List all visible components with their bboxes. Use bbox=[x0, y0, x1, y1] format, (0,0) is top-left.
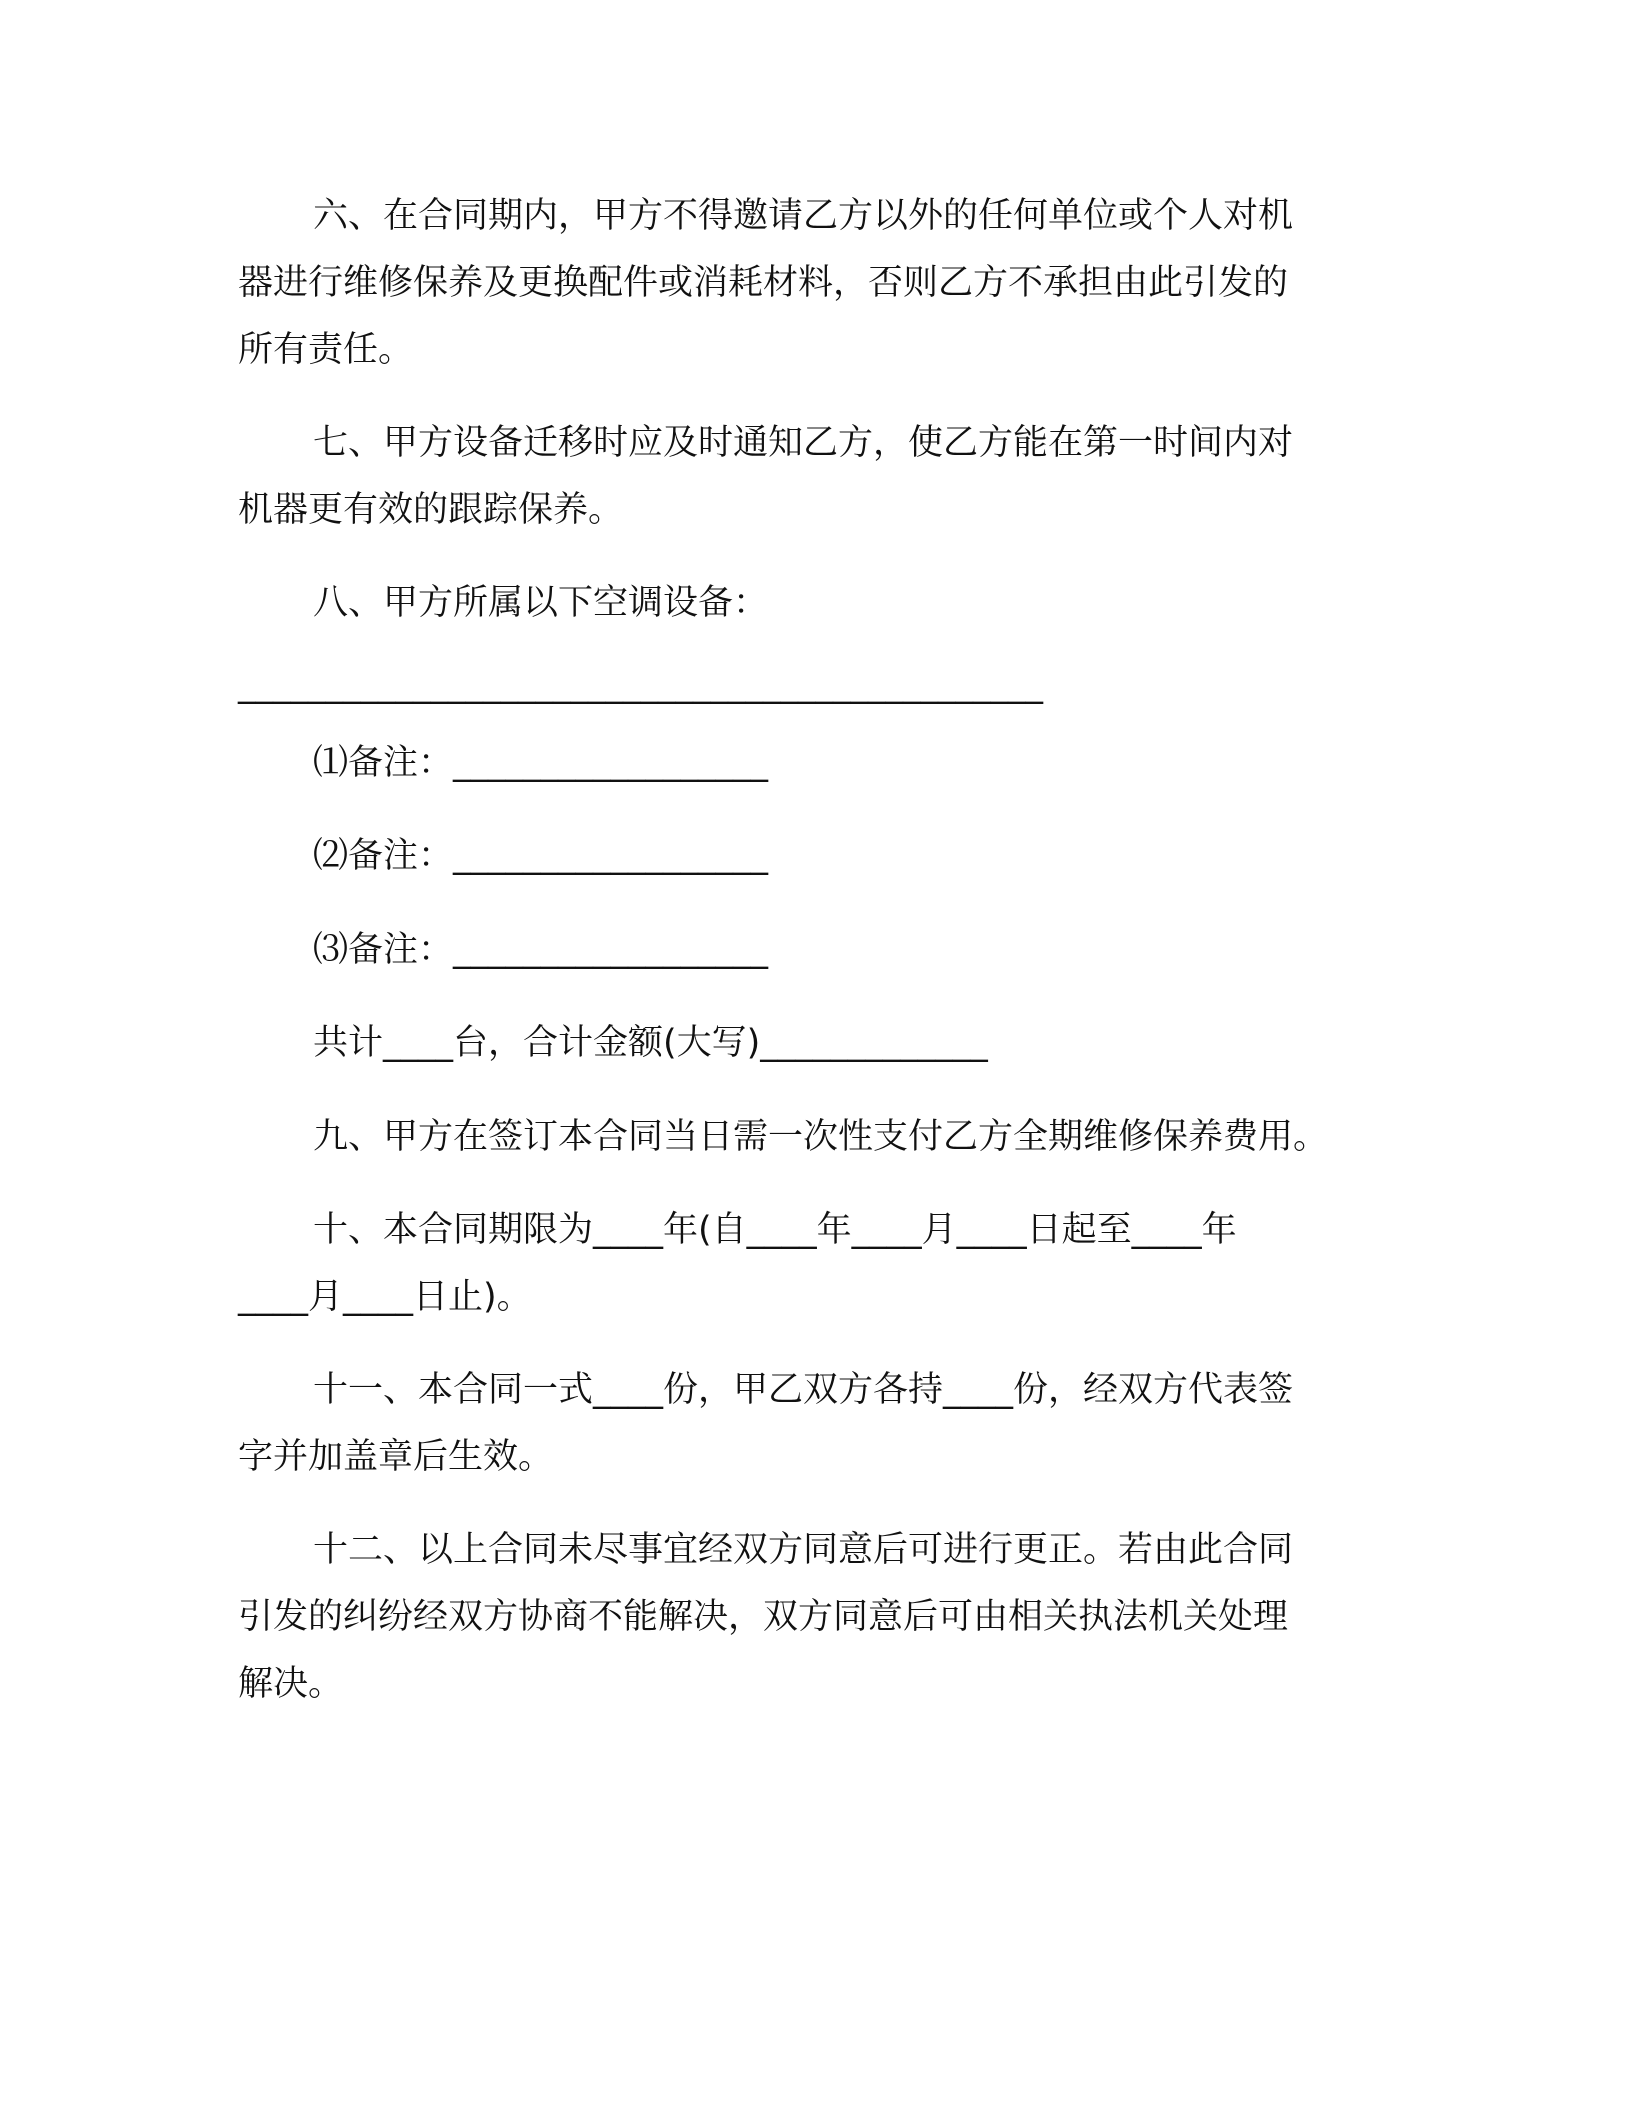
clause-8-total: 共计____台，合计金额(大写)_____________ bbox=[313, 1023, 988, 1063]
clause-12-line-2: 引发的纠纷经双方协商不能解决，双方同意后可由相关执法机关处理 bbox=[238, 1597, 1289, 1637]
clause-7-line-2: 机器更有效的跟踪保养。 bbox=[238, 490, 624, 530]
clause-10-line-1: 十、本合同期限为____年(自____年____月____日起至____年 bbox=[313, 1210, 1237, 1250]
clause-6-line-1: 六、在合同期内，甲方不得邀请乙方以外的任何单位或个人对机 bbox=[313, 196, 1294, 236]
clause-6-line-3: 所有责任。 bbox=[238, 330, 414, 370]
clause-6-line-2: 器进行维修保养及更换配件或消耗材料，否则乙方不承担由此引发的 bbox=[238, 263, 1289, 303]
clause-11-line-2: 字并加盖章后生效。 bbox=[238, 1437, 554, 1477]
clause-8-note-2: ⑵备注：__________________ bbox=[313, 836, 769, 876]
clause-9-line-1: 九、甲方在签订本合同当日需一次性支付乙方全期维修保养费用。 bbox=[313, 1117, 1329, 1157]
clause-8-note-1: ⑴备注：__________________ bbox=[313, 743, 769, 783]
clause-12-line-1: 十二、以上合同未尽事宜经双方同意后可进行更正。若由此合同 bbox=[313, 1530, 1294, 1570]
clause-8-line-1: 八、甲方所属以下空调设备： bbox=[313, 583, 769, 623]
clause-10-line-2: ____月____日止)。 bbox=[238, 1277, 532, 1317]
clause-7-line-1: 七、甲方设备迁移时应及时通知乙方，使乙方能在第一时间内对 bbox=[313, 423, 1294, 463]
clause-12-line-3: 解决。 bbox=[238, 1664, 344, 1704]
clause-8-note-3: ⑶备注：__________________ bbox=[313, 930, 769, 970]
clause-11-line-1: 十一、本合同一式____份，甲乙双方各持____份，经双方代表签 bbox=[313, 1370, 1294, 1410]
clause-8-blank-line: ______________________________________________ bbox=[238, 665, 1043, 705]
